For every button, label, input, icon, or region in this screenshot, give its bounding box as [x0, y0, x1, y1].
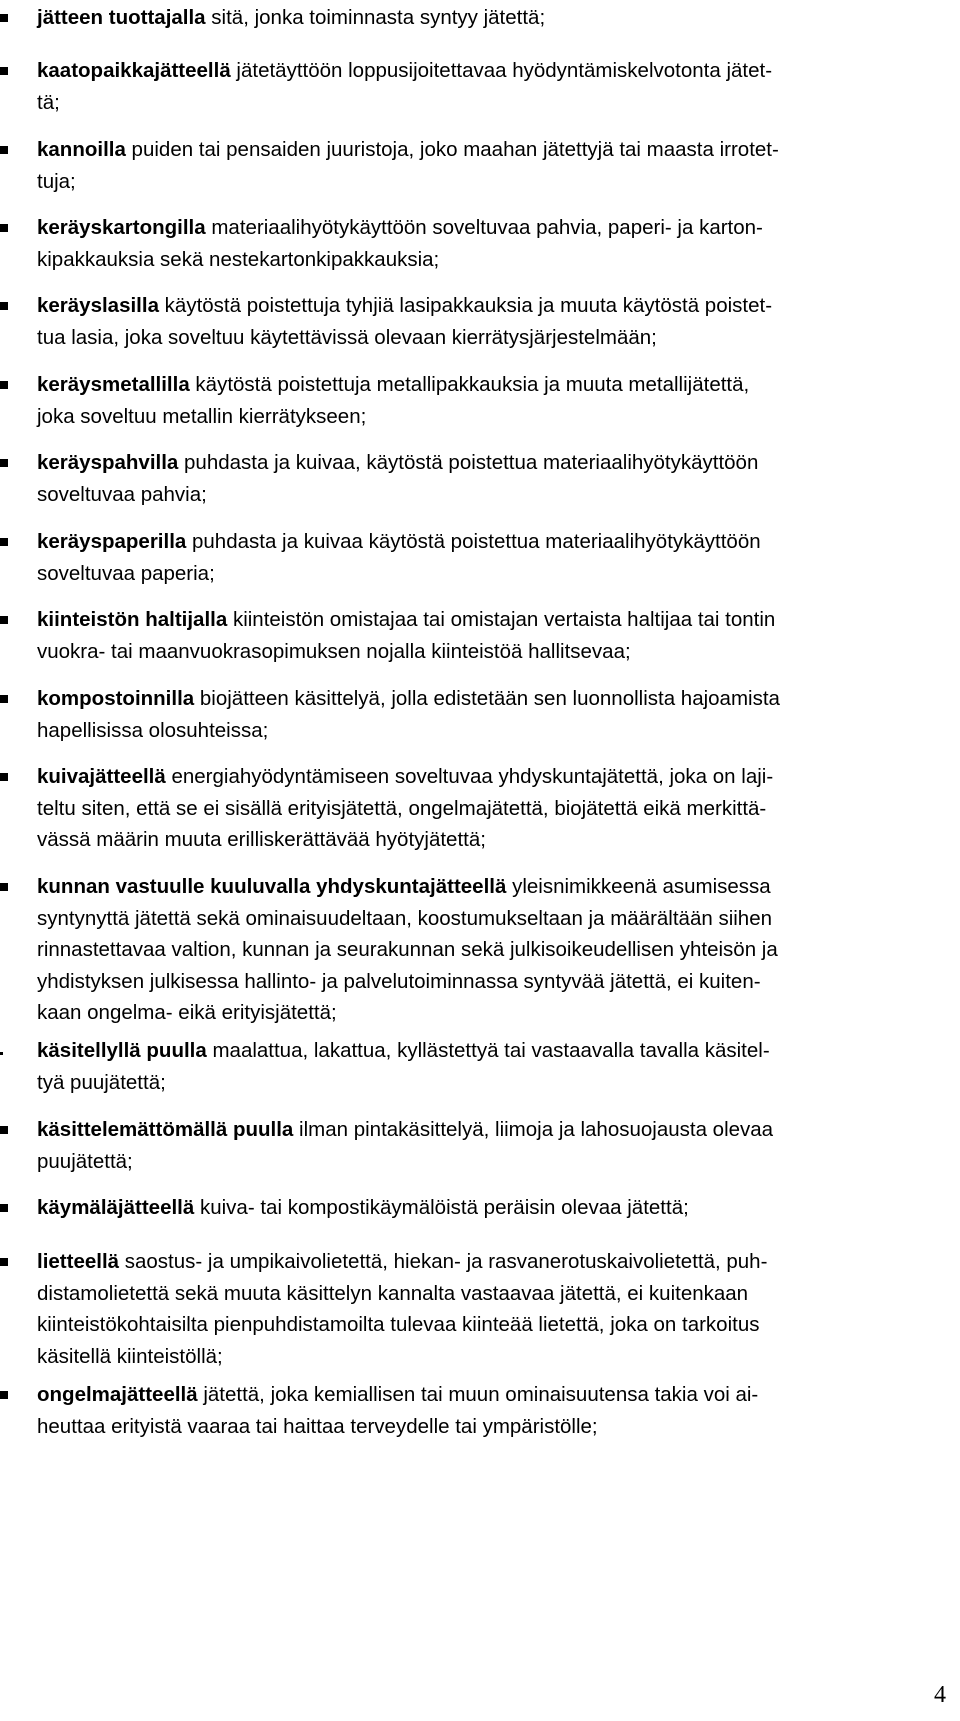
bullet-icon — [0, 538, 8, 546]
definition-term: käsitellyllä puulla — [37, 1039, 207, 1062]
definition-line: tä; — [37, 90, 60, 114]
bullet-icon — [0, 14, 8, 22]
definition-text — [37, 604, 775, 667]
definition-term: lietteellä — [37, 1250, 120, 1273]
definition-line: teltu siten, että se ei sisällä erityisjätettä, ongelmajätettä, biojätettä eikä merkittä- — [37, 796, 767, 820]
bullet-icon — [0, 1204, 8, 1212]
definition-line: kaan ongelma- eikä erityisjätettä; — [37, 1001, 337, 1024]
definition-text — [37, 447, 758, 510]
definition-text — [37, 526, 761, 589]
definition-line: kiinteistökohtaisilta pienpuhdistamoilta tulevaa kiinteää lietettä, joka on tarkoitus — [37, 1313, 760, 1336]
definition-line: hapellisissa olosuhteissa; — [37, 718, 269, 742]
definition-line: puhdasta ja kuivaa, käytöstä poistettua materiaalihyötykäyttöön — [178, 451, 759, 474]
bullet-icon — [0, 459, 8, 467]
definition-term: kaatopaikkajätteellä — [37, 59, 231, 82]
definition-line: soveltuvaa pahvia; — [37, 482, 207, 506]
definition-text — [37, 1192, 689, 1224]
bullet-icon — [0, 1052, 3, 1055]
bullet-icon — [0, 224, 8, 232]
bullet-icon — [0, 146, 8, 154]
definition-term: kiinteistön haltijalla — [37, 608, 228, 631]
definition-term: keräyspaperilla — [37, 530, 187, 553]
definition-text — [37, 290, 772, 353]
definition-line: saostus- ja umpikaivolietettä, hiekan- ja rasvanerotuskaivolietettä, puh- — [119, 1250, 768, 1273]
definition-line: kuiva- tai kompostikäymälöistä peräisin olevaa jätettä; — [194, 1196, 689, 1219]
definition-line: soveltuvaa paperia; — [37, 561, 215, 585]
definition-term: keräysmetallilla — [37, 373, 190, 396]
definition-line: yleisnimikkeenä asumisessa — [506, 875, 771, 898]
bullet-icon — [0, 773, 8, 781]
definition-line: jätettä, joka kemiallisen tai muun ominaisuutensa takia voi ai- — [197, 1383, 759, 1406]
definition-line: tyä puujätettä; — [37, 1070, 166, 1094]
definition-text — [37, 134, 779, 197]
definition-line: sitä, jonka toiminnasta syntyy jätettä; — [205, 6, 546, 29]
definition-line: biojätteen käsittelyä, jolla edistetään sen luonnollista hajoamista — [194, 687, 780, 710]
definition-line: käytöstä poistettuja metallipakkauksia ja muuta metallijätettä, — [189, 373, 750, 396]
definition-term: kannoilla — [37, 138, 126, 161]
definition-text — [37, 1035, 770, 1098]
page-number: 4 — [934, 1682, 946, 1708]
definition-line: tuja; — [37, 169, 76, 193]
definition-term: keräyskartongilla — [37, 216, 206, 239]
definition-term: keräyspahvilla — [37, 451, 179, 474]
bullet-icon — [0, 1391, 8, 1399]
definition-line: tua lasia, joka soveltuu käytettävissä olevaan kierrätysjärjestelmään; — [37, 325, 657, 349]
definition-line: puujätettä; — [37, 1149, 133, 1173]
definition-text — [37, 369, 749, 432]
definition-text — [37, 871, 778, 1029]
bullet-icon — [0, 67, 8, 75]
definition-line: rinnastettavaa valtion, kunnan ja seurakunnan sekä julkisoikeudellisen yhteisön ja — [37, 938, 778, 961]
definition-text — [37, 683, 780, 746]
definition-line: joka soveltuu metallin kierrätykseen; — [37, 404, 367, 428]
definition-line: energiahyödyntämiseen soveltuvaa yhdyskuntajätettä, joka on laji- — [165, 765, 774, 788]
bullet-icon — [0, 1258, 8, 1266]
definition-line: vässä määrin muuta erilliskerättävää hyötyjätettä; — [37, 828, 486, 851]
definition-term: kuivajätteellä — [37, 765, 166, 788]
definition-text — [37, 2, 545, 34]
definition-term: ongelmajätteellä — [37, 1383, 198, 1406]
definition-term: jätteen tuottajalla — [37, 6, 206, 29]
definition-text — [37, 761, 773, 856]
definition-text — [37, 1114, 773, 1177]
bullet-icon — [0, 616, 8, 624]
bullet-icon — [0, 1126, 8, 1134]
definition-line: distamolietettä sekä muuta käsittelyn kannalta vastaavaa jätettä, ei kuitenkaan — [37, 1281, 749, 1305]
definition-term: käsittelemättömällä puulla — [37, 1118, 294, 1141]
definition-term: kunnan vastuulle kuuluvalla yhdyskuntajätteellä — [37, 875, 507, 898]
definition-line: käytöstä poistettuja tyhjiä lasipakkauksia ja muuta käytöstä poistet- — [158, 294, 773, 317]
definition-line: ilman pintakäsittelyä, liimoja ja lahosuojausta olevaa — [293, 1118, 774, 1141]
definition-line: maalattua, lakattua, kyllästettyä tai vastaavalla tavalla käsitel- — [206, 1039, 770, 1062]
definition-text — [37, 1246, 767, 1372]
definition-term: kompostoinnilla — [37, 687, 195, 710]
definition-line: yhdistyksen julkisessa hallinto- ja palvelutoiminnassa syntyvää jätettä, ei kuiten- — [37, 969, 761, 993]
definition-line: vuokra- tai maanvuokrasopimuksen nojalla kiinteistöä hallitsevaa; — [37, 639, 631, 663]
definition-text — [37, 212, 763, 275]
bullet-icon — [0, 883, 8, 891]
definition-line: kipakkauksia sekä nestekartonkipakkauksia; — [37, 247, 440, 271]
definition-line: materiaalihyötykäyttöön soveltuvaa pahvia, paperi- ja karton- — [205, 216, 763, 239]
definition-line: heuttaa erityistä vaaraa tai haittaa terveydelle tai ympäristölle; — [37, 1414, 598, 1438]
bullet-icon — [0, 381, 8, 389]
definition-text — [37, 1379, 758, 1442]
definition-line: puhdasta ja kuivaa käytöstä poistettua materiaalihyötykäyttöön — [186, 530, 761, 553]
definition-line: kiinteistön omistajaa tai omistajan vertaista haltijaa tai tontin — [227, 608, 776, 631]
definition-line: puiden tai pensaiden juuristoja, joko maahan jätettyjä tai maasta irrotet- — [125, 138, 779, 161]
definition-line: jätetäyttöön loppusijoitettavaa hyödyntämiskelvotonta jätet- — [230, 59, 773, 82]
bullet-icon — [0, 302, 8, 310]
bullet-icon — [0, 695, 8, 703]
definition-term: keräyslasilla — [37, 294, 159, 317]
definition-line: käsitellä kiinteistöllä; — [37, 1344, 223, 1368]
definition-line: syntynyttä jätettä sekä ominaisuudeltaan, koostumukseltaan ja määrältään siihen — [37, 906, 773, 930]
definition-term: käymäläjätteellä — [37, 1196, 195, 1219]
definition-text — [37, 55, 772, 118]
